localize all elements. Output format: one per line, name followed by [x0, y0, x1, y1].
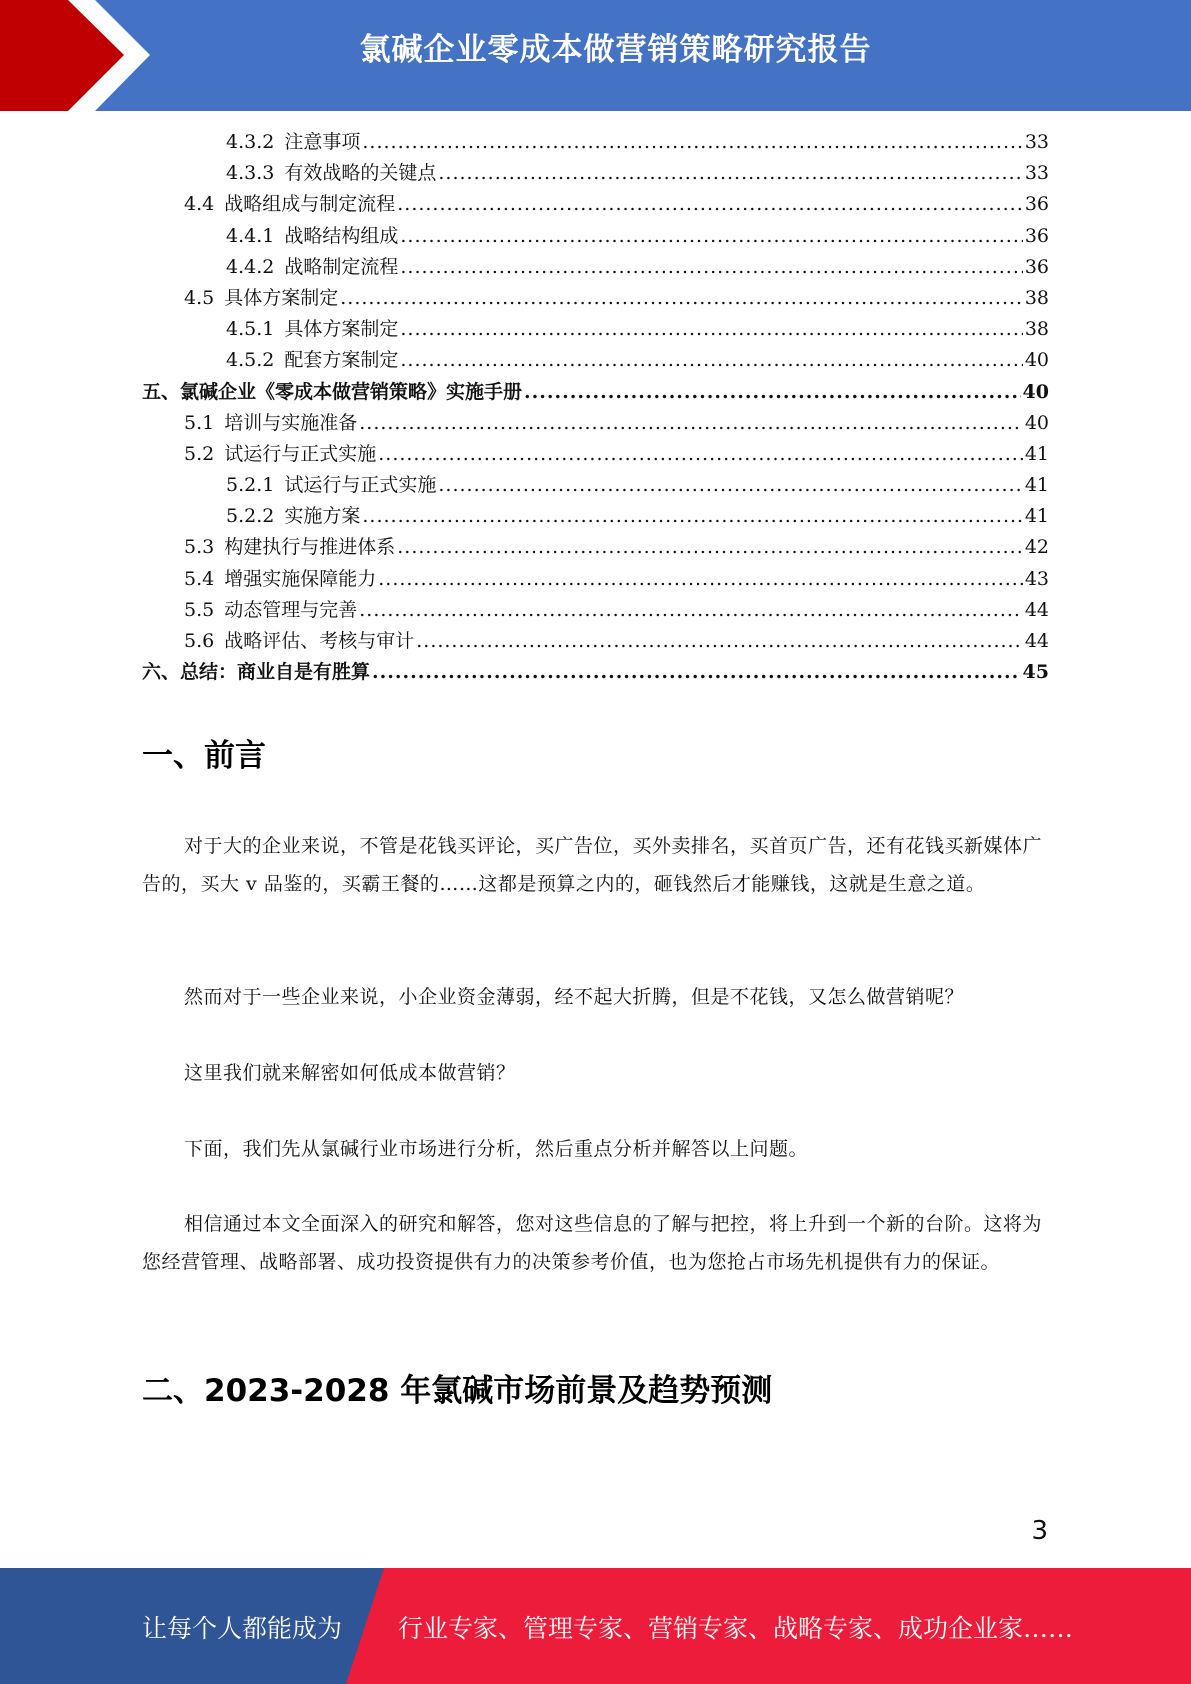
toc-dot-leader	[400, 252, 1022, 283]
toc-entry-page: 42	[1024, 536, 1049, 559]
toc-entry-number: 5.4	[184, 567, 215, 590]
toc-entry-number: 4.5.1	[226, 318, 275, 341]
toc-entry-title: 构建执行与推进体系	[224, 536, 396, 559]
toc-entry-number: 4.3.2	[226, 131, 275, 153]
toc-dot-leader	[438, 470, 1022, 501]
toc-entry[interactable]	[142, 626, 1049, 657]
toc-entry-title: 注意事项	[284, 131, 361, 153]
toc-dot-leader	[362, 501, 1022, 532]
paragraph: 这里我们就来解密如何低成本做营销？	[184, 1062, 516, 1084]
paragraph: 对于大的企业来说，不管是花钱买评论，买广告位，买外卖排名，买首页广告，还有花钱买新媒体广告的，买大 v 品鉴的，买霸王餐的……这都是预算之内的，砸钱然后才能赚钱，这就是生意之道。	[142, 835, 1043, 895]
toc-entry[interactable]	[142, 408, 1049, 439]
toc-entry-number: 4.4.2	[226, 255, 275, 278]
toc-entry-title: 战略结构组成	[284, 224, 399, 247]
toc-entry-page: 36	[1024, 193, 1049, 216]
toc-entry-page: 40	[1022, 380, 1049, 403]
toc-dot-leader	[524, 377, 1021, 408]
toc-entry-page: 40	[1024, 349, 1049, 372]
toc-entry-title: 战略组成与制定流程	[224, 193, 396, 216]
toc-entry-page: 41	[1024, 442, 1049, 465]
toc-entry-number: 4.4.1	[226, 224, 275, 247]
toc-entry[interactable]	[142, 283, 1049, 314]
toc-entry[interactable]	[142, 127, 1049, 158]
paragraph: 然而对于一些企业来说，小企业资金薄弱，经不起大折腾，但是不花钱，又怎么做营销呢？	[184, 986, 965, 1008]
table-of-contents	[142, 127, 1049, 688]
toc-entry-page: 38	[1024, 318, 1049, 341]
footer-slogan-right: 行业专家、管理专家、营销专家、战略专家、成功企业家……	[398, 1614, 1074, 1643]
toc-dot-leader	[397, 532, 1023, 563]
toc-entry-number: 5.5	[184, 598, 215, 621]
toc-entry-title: 动态管理与完善	[224, 598, 358, 621]
toc-entry-page: 40	[1024, 411, 1049, 434]
page-header	[0, 0, 1191, 111]
toc-entry-number: 5.3	[184, 536, 215, 559]
toc-dot-leader	[359, 595, 1023, 626]
toc-entry-page: 38	[1024, 286, 1049, 309]
toc-entry-page: 43	[1024, 567, 1049, 590]
toc-entry-page: 41	[1024, 474, 1049, 497]
toc-entry-page: 44	[1024, 630, 1049, 652]
toc-dot-leader	[362, 127, 1022, 158]
toc-entry[interactable]	[142, 532, 1049, 563]
toc-entry-number: 5.6	[184, 630, 215, 652]
toc-entry[interactable]	[142, 439, 1049, 470]
toc-dot-leader	[400, 345, 1022, 376]
toc-entry[interactable]	[142, 377, 1049, 408]
toc-dot-leader	[378, 439, 1023, 470]
toc-entry-number: 4.5.2	[226, 349, 275, 372]
toc-entry-number: 5.1	[184, 411, 215, 434]
section-heading-market-forecast: 二、2023-2028 年氯碱市场前景及趋势预测	[142, 1373, 773, 1409]
toc-entry[interactable]	[142, 595, 1049, 626]
toc-entry-page: 45	[1022, 661, 1049, 684]
toc-entry-title: 战略制定流程	[284, 255, 399, 278]
toc-entry[interactable]	[142, 189, 1049, 220]
toc-entry[interactable]	[142, 345, 1049, 376]
toc-dot-leader	[359, 408, 1023, 439]
toc-entry-title: 试运行与正式实施	[284, 474, 437, 497]
toc-entry-title: 培训与实施准备	[224, 411, 358, 434]
toc-entry-page: 36	[1024, 224, 1049, 247]
toc-dot-leader	[416, 626, 1023, 657]
toc-dot-leader	[400, 314, 1022, 345]
toc-dot-leader	[397, 189, 1023, 220]
footer-slogan-left: 让每个人都能成为	[142, 1614, 343, 1643]
toc-entry-page: 41	[1024, 505, 1049, 528]
page-number: 3	[1031, 1516, 1048, 1546]
paragraph: 相信通过本文全面深入的研究和解答，您对这些信息的了解与把控，将上升到一个新的台阶。这将为您经营管理、战略部署、成功投资提供有力的决策参考价值，也为您抢占市场先机提供有力的保证。	[142, 1213, 1043, 1273]
toc-dot-leader	[378, 564, 1023, 595]
toc-dot-leader	[400, 221, 1022, 252]
toc-entry-page: 33	[1024, 131, 1049, 153]
toc-dot-leader	[372, 657, 1021, 688]
toc-entry[interactable]	[142, 470, 1049, 501]
toc-entry-number: 5.2	[184, 442, 215, 465]
toc-entry-title: 有效战略的关键点	[284, 162, 437, 185]
toc-entry-title: 增强实施保障能力	[224, 567, 377, 590]
toc-entry-number: 4.5	[184, 286, 215, 309]
toc-entry-page: 36	[1024, 255, 1049, 278]
toc-entry[interactable]	[142, 657, 1049, 688]
toc-entry-number: 4.4	[184, 193, 215, 216]
section-heading-preface: 一、前言	[142, 738, 266, 774]
toc-entry-title: 战略评估、考核与审计	[224, 630, 415, 652]
toc-entry[interactable]	[142, 501, 1049, 532]
toc-entry-title: 六、总结：商业自是有胜算	[142, 661, 371, 684]
toc-entry-page: 33	[1024, 162, 1049, 185]
toc-entry[interactable]	[142, 221, 1049, 252]
toc-dot-leader	[438, 158, 1022, 189]
toc-entry-title: 配套方案制定	[284, 349, 399, 372]
page-footer	[0, 1568, 1191, 1684]
toc-entry[interactable]	[142, 314, 1049, 345]
paragraph: 下面，我们先从氯碱行业市场进行分析，然后重点分析并解答以上问题。	[184, 1138, 809, 1160]
toc-entry-title: 具体方案制定	[284, 318, 399, 341]
toc-entry-title: 具体方案制定	[224, 286, 339, 309]
toc-entry-title: 五、氯碱企业《零成本做营销策略》实施手册	[142, 380, 523, 403]
toc-entry-number: 5.2.2	[226, 505, 275, 528]
toc-entry[interactable]	[142, 564, 1049, 595]
toc-entry[interactable]	[142, 158, 1049, 189]
document-title: 氯碱企业零成本做营销策略研究报告	[359, 32, 872, 68]
toc-entry-title: 试运行与正式实施	[224, 442, 377, 465]
toc-entry-page: 44	[1024, 598, 1049, 621]
toc-dot-leader	[340, 283, 1023, 314]
toc-entry-title: 实施方案	[284, 505, 361, 528]
toc-entry-number: 4.3.3	[226, 162, 275, 185]
toc-entry-number: 5.2.1	[226, 474, 275, 497]
toc-entry[interactable]	[142, 252, 1049, 283]
